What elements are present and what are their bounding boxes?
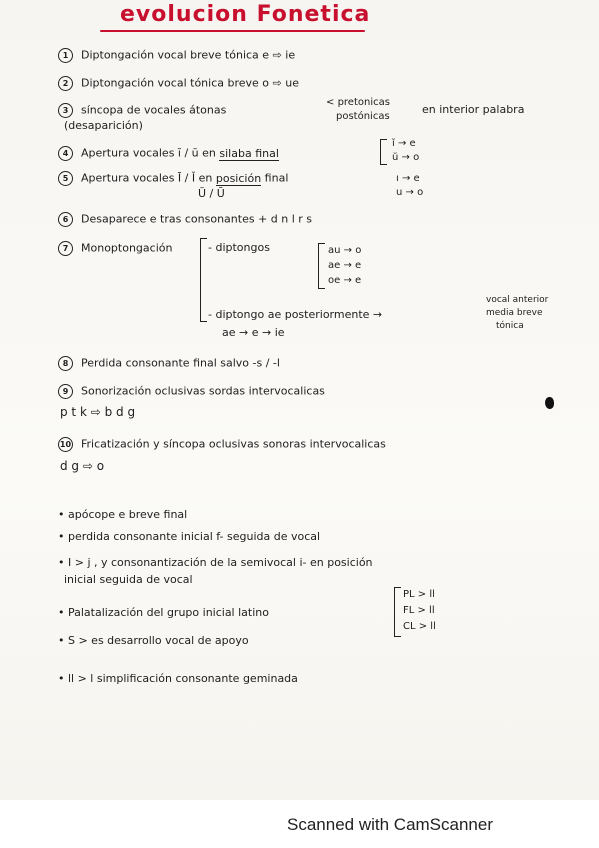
rule-5 [58,171,288,186]
rule-10-example: d g ⇨ o [60,459,105,473]
rule-2 [58,76,299,91]
rule-5-line2: Ŭ / Ū [198,187,225,200]
rule-result: ı → e [396,173,420,184]
rule-text: Diptongación vocal breve tónica e ⇨ ie [81,48,296,62]
bracket [380,139,387,165]
item-number: 3 [58,103,73,118]
branch-label: pretonicas [337,97,390,108]
scanner-watermark: Scanned with CamScanner [287,815,494,834]
rule-result: ŭ → o [392,152,420,163]
item-number: 4 [58,146,73,161]
rule-result: u → o [396,187,424,198]
bullet-item: • apócope e breve final [58,508,188,521]
rule-9-example: p t k ⇨ b d g [60,405,136,419]
rule-text: Diptongación vocal tónica breve o ⇨ ue [81,76,299,90]
rule-3-continuation: (desaparición) [64,119,143,132]
branch-label: postónicas [336,111,390,122]
rule-text: Sonorización oclusivas sordas intervocalicas [81,384,325,398]
rule-result: PL > ll [403,589,435,600]
title-underline [100,30,365,32]
rule-result: FL > ll [403,605,435,616]
item-number: 10 [58,437,73,452]
rule-text: Apertura vocales ĭ / ŭ en [81,146,216,160]
rule-result: ĭ → e [392,138,416,149]
side-note: vocal anterior [486,295,549,305]
bullet-item: • ll > l simplificación consonante geminada [58,672,298,685]
rule-text: Apertura vocales Ī / Ĭ [81,171,196,185]
bracket [200,238,207,322]
rule-result: ae → e → ie [222,326,285,339]
rule-3-branch: < pretonicas [326,97,390,108]
rule-text: Desaparece e tras consonantes + d n l r s [81,212,313,226]
rule-10 [58,437,386,452]
rule-4 [58,146,279,161]
underlined-term: posición [215,171,262,185]
ink-blot [545,397,554,409]
rule-text: Monoptongación [81,241,173,255]
bracket [318,243,325,289]
rule-result: CL > ll [403,621,436,632]
item-number: 6 [58,212,73,227]
rule-7 [58,241,172,256]
item-number: 5 [58,171,73,186]
page-title: evolucion Fonetica [120,2,371,27]
bullet-item: • Palatalización del grupo inicial latino [58,606,269,619]
underlined-term: silaba final [219,146,279,160]
bullet-item: • S > es desarrollo vocal de apoyo [58,634,249,647]
side-note: tónica [496,321,524,331]
rule-8 [58,356,280,371]
item-number: 2 [58,76,73,91]
rule-9 [58,384,325,399]
rule-text: Perdida consonante final salvo -s / -l [81,356,280,370]
sub-rule: - diptongo ae posteriormente → [208,308,383,321]
bracket [394,587,401,637]
rule-result: oe → e [328,275,362,286]
bullet-continuation: inicial seguida de vocal [64,573,193,586]
bullet-item: • perdida consonante inicial f- seguida de vocal [58,530,321,543]
item-number: 8 [58,356,73,371]
rule-text: en [198,171,213,185]
side-note: media breve [486,308,543,318]
bullet-item: • I > j , y consonantización de la semivocal i- en posición [58,556,373,569]
rule-text: Fricatización y síncopa oclusivas sonoras intervocalicas [81,437,386,451]
rule-3-rest: en interior palabra [422,103,525,116]
rule-1 [58,48,295,63]
rule-6 [58,212,312,227]
item-number: 1 [58,48,73,63]
sub-rule: - diptongos [208,241,270,254]
rule-3 [58,103,226,118]
rule-text: síncopa de vocales átonas [81,103,227,117]
rule-result: ae → e [328,260,362,271]
item-number: 9 [58,384,73,399]
rule-result: au → o [328,245,362,256]
item-number: 7 [58,241,73,256]
rule-text: final [264,171,289,185]
